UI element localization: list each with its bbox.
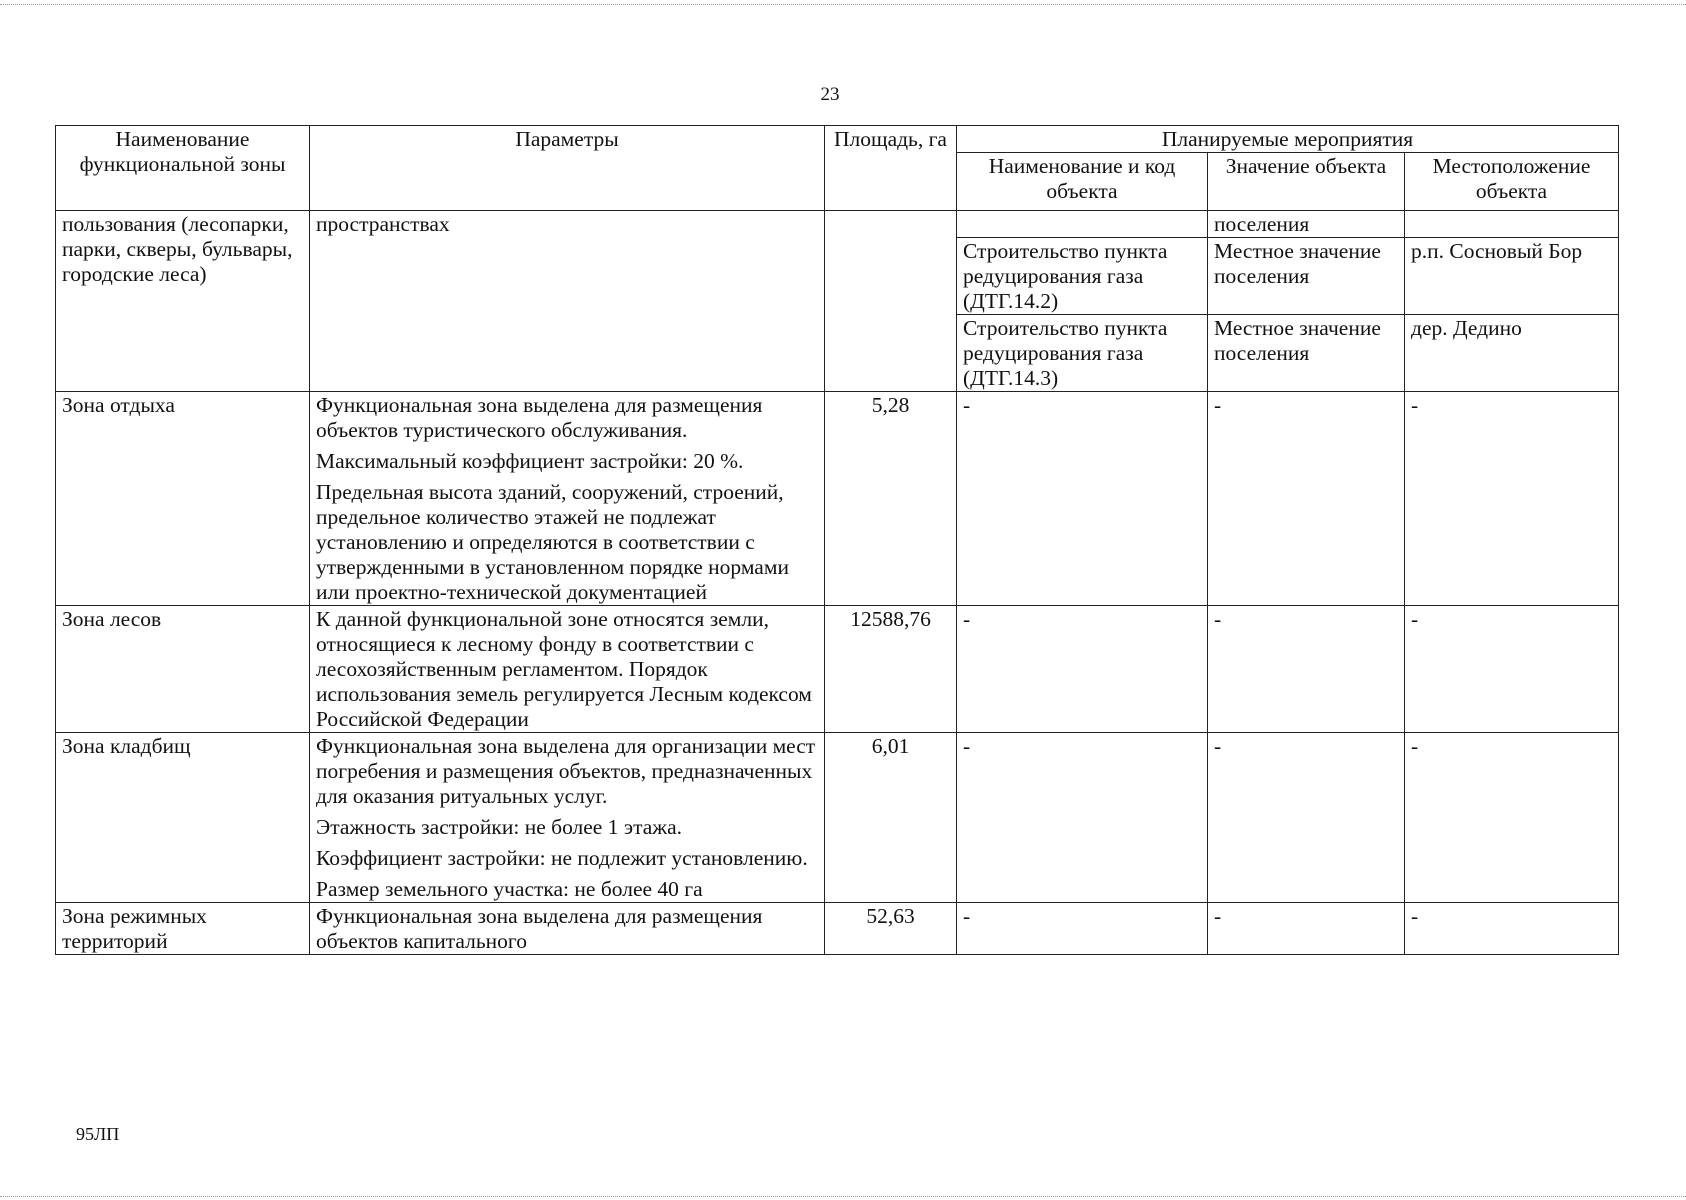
parameter-paragraph: Функциональная зона выделена для организации мест погребения и размещения объектов, предназначенных для оказания ритуальных услуг.: [316, 734, 816, 808]
functional-zones-table: [55, 125, 1619, 955]
page-number: 23: [820, 84, 840, 105]
header-object-name-code: Наименование и код объекта: [957, 153, 1208, 211]
object-name-cell: -: [957, 903, 1208, 955]
parameter-paragraph: Коэффициент застройки: не подлежит установлению.: [316, 846, 808, 870]
zone-name-cell: пользования (лесопарки, парки, скверы, бульвары, городские леса): [56, 211, 310, 392]
area-cell: 6,01: [825, 733, 957, 903]
object-name-cell: Строительство пункта редуцирования газа (ДТГ.14.3): [957, 315, 1208, 392]
object-name-cell: -: [957, 392, 1208, 606]
object-name-cell: [957, 211, 1208, 238]
table-row: [56, 392, 1619, 606]
object-location-cell: -: [1405, 392, 1619, 606]
zone-name-cell: Зона лесов: [56, 606, 310, 733]
parameter-paragraph: Функциональная зона выделена для размещения объектов капитального: [316, 904, 763, 953]
scan-edge-bottom: [0, 1196, 1686, 1200]
parameter-paragraph: Максимальный коэффициент застройки: 20 %.: [316, 449, 744, 473]
object-location-cell: [1405, 211, 1619, 238]
parameters-cell: [310, 733, 825, 903]
zone-name-cell: Зона режимных территорий: [56, 903, 310, 955]
zone-name-cell: Зона кладбищ: [56, 733, 310, 903]
object-significance-cell: -: [1208, 606, 1405, 733]
parameter-paragraph: К данной функциональной зоне относятся земли, относящиеся к лесному фонду в соответствии с лесохозяйственным регламентом. Порядок использования земель регулируется Лесным кодексом Российской Федерации: [316, 607, 812, 731]
parameters-cell: [310, 606, 825, 733]
parameters-cell: [310, 392, 825, 606]
header-object-location: Местоположение объекта: [1405, 153, 1619, 211]
area-cell: 5,28: [825, 392, 957, 606]
scan-edge-top: [0, 4, 1686, 8]
header-zone-name: Наименование функциональной зоны: [56, 126, 310, 211]
parameter-paragraph: Предельная высота зданий, сооружений, строений, предельное количество этажей не подлежат установлению и определяются в соответствии с утвержденными в установленном порядке нормами или проектно-технической документацией: [316, 480, 789, 604]
area-cell: 12588,76: [825, 606, 957, 733]
zone-name-cell: Зона отдыха: [56, 392, 310, 606]
table-row: [56, 903, 1619, 955]
object-location-cell: -: [1405, 606, 1619, 733]
table-row: [56, 733, 1619, 903]
object-significance-cell: -: [1208, 392, 1405, 606]
table-row: [56, 606, 1619, 733]
object-significance-cell: поселения: [1208, 211, 1405, 238]
object-location-cell: -: [1405, 733, 1619, 903]
header-planned-measures: Планируемые мероприятия: [957, 126, 1619, 153]
area-cell: 52,63: [825, 903, 957, 955]
parameter-paragraph: Размер земельного участка: не более 40 га: [316, 877, 703, 901]
table-header-row: [56, 126, 1619, 153]
object-significance-cell: Местное значение поселения: [1208, 315, 1405, 392]
object-significance-cell: Местное значение поселения: [1208, 238, 1405, 315]
parameters-cell: пространствах: [310, 211, 825, 392]
object-location-cell: р.п. Сосновый Бор: [1405, 238, 1619, 315]
header-object-significance: Значение объекта: [1208, 153, 1405, 211]
table-row: [56, 211, 1619, 238]
header-parameters: Параметры: [310, 126, 825, 211]
object-significance-cell: -: [1208, 903, 1405, 955]
area-cell: [825, 211, 957, 392]
object-location-cell: дер. Дедино: [1405, 315, 1619, 392]
parameters-cell: [310, 903, 825, 955]
footer-code: 95ЛП: [76, 1124, 120, 1144]
object-location-cell: -: [1405, 903, 1619, 955]
object-name-cell: Строительство пункта редуцирования газа (ДТГ.14.2): [957, 238, 1208, 315]
object-name-cell: -: [957, 733, 1208, 903]
parameter-paragraph: Этажность застройки: не более 1 этажа.: [316, 815, 683, 839]
object-name-cell: -: [957, 606, 1208, 733]
parameter-paragraph: Функциональная зона выделена для размещения объектов туристического обслуживания.: [316, 393, 763, 442]
object-significance-cell: -: [1208, 733, 1405, 903]
header-area: Площадь, га: [825, 126, 957, 211]
